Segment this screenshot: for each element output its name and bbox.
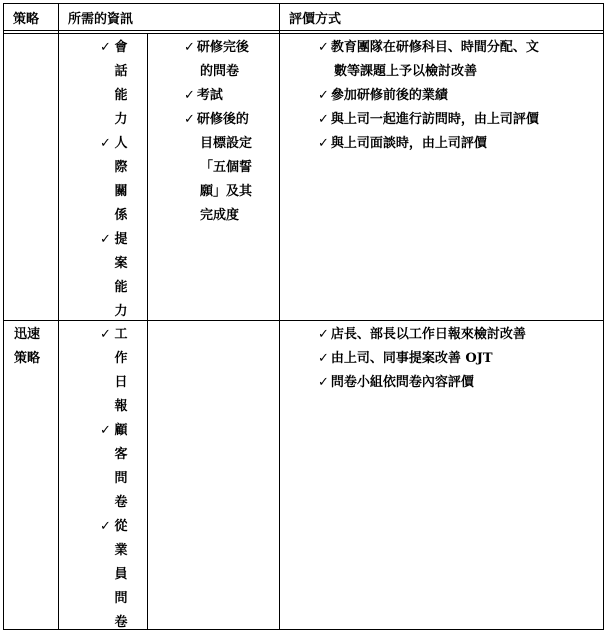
row2-info-col1 xyxy=(100,323,128,635)
check-icon: ✓ xyxy=(318,351,329,366)
info-char: 力 xyxy=(114,112,128,127)
info-char: 從 ✓ xyxy=(114,515,128,539)
check-icon: ✓ xyxy=(318,375,329,390)
check-icon: ✓ xyxy=(100,327,111,342)
info-char: 作 xyxy=(114,351,128,366)
header-divider xyxy=(4,30,603,31)
check-icon: ✓ xyxy=(100,136,111,151)
strategy-line: 迅速 xyxy=(14,327,41,342)
check-icon: ✓ xyxy=(184,88,195,103)
strategy-line: 策略 xyxy=(14,351,41,366)
info-item: 完成度 xyxy=(200,208,240,223)
check-icon: ✓ xyxy=(100,40,111,55)
check-icon: ✓ xyxy=(100,232,111,247)
info-item: 願」及其 xyxy=(200,184,253,199)
info-char: 工 ✓ xyxy=(114,323,128,347)
info-item: 的問卷 xyxy=(200,64,240,79)
evaluation-item: ✓ 問卷小組依問卷內容評價 xyxy=(318,375,474,390)
info-char: 能 xyxy=(114,88,128,103)
check-icon: ✓ xyxy=(318,327,329,342)
check-icon: ✓ xyxy=(318,88,329,103)
col-divider-1 xyxy=(58,4,59,629)
row1-evaluation xyxy=(318,36,539,156)
info-item: 「五個誓 xyxy=(200,160,253,175)
row1-info-col1 xyxy=(100,36,128,324)
info-char: 顧 ✓ xyxy=(114,419,128,443)
info-char: 能 xyxy=(114,280,128,295)
info-char: 業 xyxy=(114,543,128,558)
info-char: 會 ✓ xyxy=(114,36,128,60)
check-icon: ✓ xyxy=(184,112,195,127)
evaluation-item: ✓ 教育團隊在研修科目、時間分配、文 xyxy=(318,40,539,55)
info-item: 目標設定 xyxy=(200,136,253,151)
info-char: 卷 xyxy=(114,615,128,630)
evaluation-item: ✓ 由上司、同事提案改善 OJT xyxy=(318,351,493,366)
row2-evaluation xyxy=(318,323,526,395)
info-item: ✓ 研修完後 xyxy=(184,40,249,55)
info-char: 人 ✓ xyxy=(114,132,128,156)
info-char: 話 xyxy=(114,64,128,79)
row1-info-col2 xyxy=(184,36,252,228)
check-icon: ✓ xyxy=(318,112,329,127)
info-item: ✓ 研修後的 xyxy=(184,112,249,127)
info-char: 關 xyxy=(114,184,128,199)
info-char: 問 xyxy=(114,471,128,486)
header-divider-double xyxy=(4,33,603,34)
info-item: ✓ 考試 xyxy=(184,88,223,103)
evaluation-item: 數等課題上予以檢討改善 xyxy=(334,64,478,79)
check-icon: ✓ xyxy=(184,40,195,55)
header-info-required: 所需的資訊 xyxy=(68,12,134,27)
check-icon: ✓ xyxy=(318,40,329,55)
row2-strategy xyxy=(14,323,40,371)
check-icon: ✓ xyxy=(100,519,111,534)
header-strategy: 策略 xyxy=(13,12,40,27)
check-icon: ✓ xyxy=(318,136,329,151)
info-char: 卷 xyxy=(114,495,128,510)
info-char: 際 xyxy=(114,160,128,175)
info-char: 提 ✓ xyxy=(114,228,128,252)
info-char: 係 xyxy=(114,208,128,223)
check-icon: ✓ xyxy=(100,423,111,438)
col-divider-2 xyxy=(147,33,148,629)
info-char: 案 xyxy=(114,256,128,271)
header-evaluation: 評價方式 xyxy=(289,12,342,27)
strategy-evaluation-table xyxy=(3,3,604,630)
info-char: 問 xyxy=(114,591,128,606)
row-divider xyxy=(4,320,603,321)
evaluation-item: ✓ 與上司面談時，由上司評價 xyxy=(318,136,487,151)
evaluation-item: ✓ 參加研修前後的業績 xyxy=(318,88,448,103)
info-char: 日 xyxy=(114,375,128,390)
info-char: 報 xyxy=(114,399,128,414)
info-char: 力 xyxy=(114,304,128,319)
evaluation-item: ✓ 與上司一起進行訪問時，由上司評價 xyxy=(318,112,539,127)
info-char: 員 xyxy=(114,567,128,582)
col-divider-3 xyxy=(279,4,280,629)
evaluation-item: ✓ 店長、部長以工作日報來檢討改善 xyxy=(318,327,526,342)
info-char: 客 xyxy=(114,447,128,462)
